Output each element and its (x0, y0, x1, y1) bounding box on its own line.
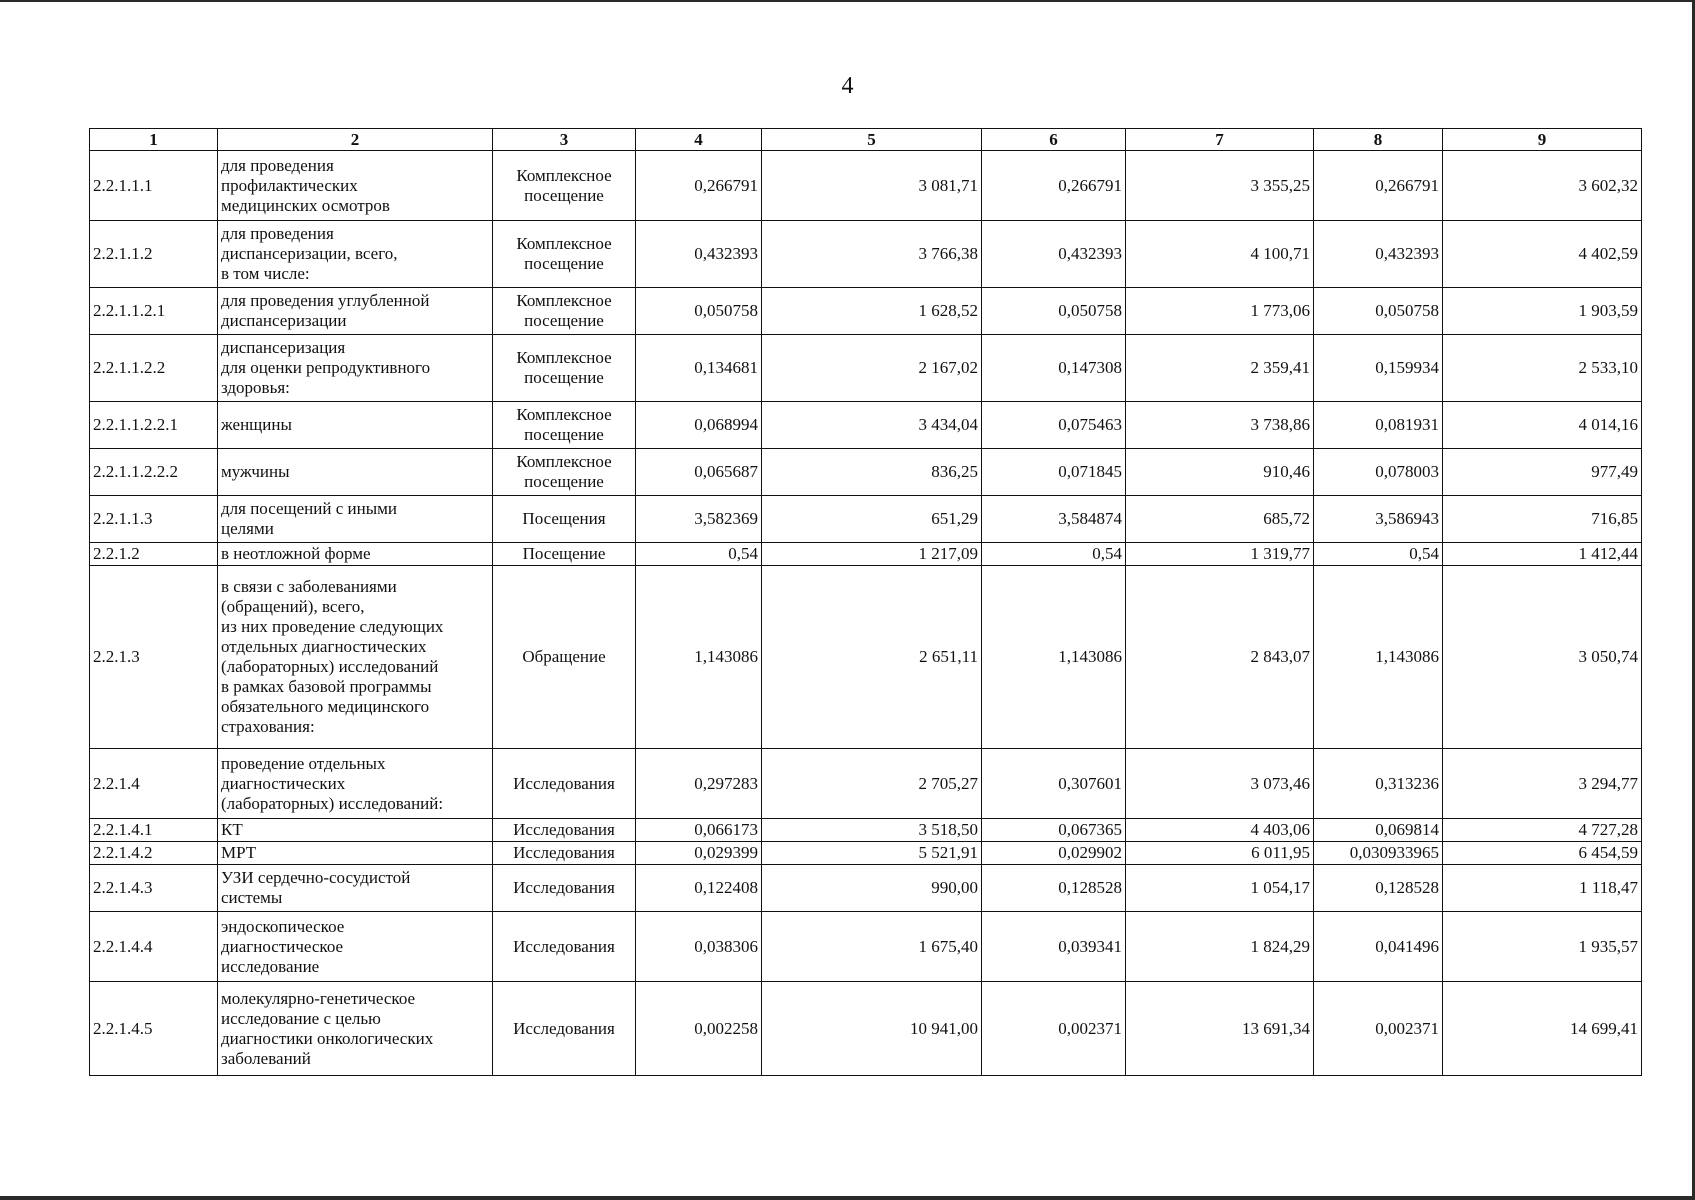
value-col6-cell: 0,432393 (982, 221, 1126, 288)
value-col7-cell: 3 738,86 (1126, 402, 1314, 449)
unit-cell: Исследования (493, 865, 636, 912)
value-col5-cell: 2 167,02 (762, 335, 982, 402)
value-col9-cell: 6 454,59 (1443, 842, 1642, 865)
value-col6-cell: 0,54 (982, 543, 1126, 566)
header-cell: 1 (90, 129, 218, 151)
value-col9-cell: 1 412,44 (1443, 543, 1642, 566)
value-col6-cell: 0,147308 (982, 335, 1126, 402)
header-cell: 2 (218, 129, 493, 151)
value-col9-cell: 3 294,77 (1443, 749, 1642, 819)
value-col4-cell: 0,54 (636, 543, 762, 566)
value-col6-cell: 0,266791 (982, 151, 1126, 221)
code-cell: 2.2.1.2 (90, 543, 218, 566)
header-row (90, 129, 1642, 151)
value-col8-cell: 0,54 (1314, 543, 1443, 566)
value-col6-cell: 0,002371 (982, 982, 1126, 1076)
value-col4-cell: 0,002258 (636, 982, 762, 1076)
scan-edge-top (0, 0, 1695, 2)
code-cell: 2.2.1.1.2.2.1 (90, 402, 218, 449)
value-col4-cell: 0,065687 (636, 449, 762, 496)
value-col5-cell: 3 434,04 (762, 402, 982, 449)
code-cell: 2.2.1.4 (90, 749, 218, 819)
code-cell: 2.2.1.1.2.1 (90, 288, 218, 335)
value-col5-cell: 1 675,40 (762, 912, 982, 982)
table-row (90, 543, 1642, 566)
value-col9-cell: 4 402,59 (1443, 221, 1642, 288)
unit-cell: Исследования (493, 819, 636, 842)
value-col9-cell: 716,85 (1443, 496, 1642, 543)
value-col9-cell: 3 050,74 (1443, 566, 1642, 749)
header-cell: 6 (982, 129, 1126, 151)
value-col6-cell: 0,071845 (982, 449, 1126, 496)
value-col5-cell: 2 705,27 (762, 749, 982, 819)
value-col7-cell: 910,46 (1126, 449, 1314, 496)
value-col4-cell: 0,066173 (636, 819, 762, 842)
name-cell: для проведения диспансеризации, всего, в том числе: (218, 221, 493, 288)
value-col6-cell: 0,050758 (982, 288, 1126, 335)
value-col5-cell: 3 518,50 (762, 819, 982, 842)
value-col9-cell: 1 903,59 (1443, 288, 1642, 335)
scan-edge-bottom (0, 1196, 1695, 1200)
name-cell: в связи с заболеваниями (обращений), всего, из них проведение следующих отдельных диагностических (лабораторных) исследований в рамках базовой программы обязательного медицинского страхования: (218, 566, 493, 749)
table-row (90, 221, 1642, 288)
header-cell: 7 (1126, 129, 1314, 151)
table-row (90, 749, 1642, 819)
value-col5-cell: 836,25 (762, 449, 982, 496)
table-row (90, 865, 1642, 912)
value-col8-cell: 0,069814 (1314, 819, 1443, 842)
value-col8-cell: 0,313236 (1314, 749, 1443, 819)
value-col8-cell: 0,128528 (1314, 865, 1443, 912)
value-col5-cell: 1 217,09 (762, 543, 982, 566)
value-col7-cell: 685,72 (1126, 496, 1314, 543)
value-col5-cell: 5 521,91 (762, 842, 982, 865)
table-body (90, 151, 1642, 1076)
header-cell: 3 (493, 129, 636, 151)
value-col7-cell: 2 359,41 (1126, 335, 1314, 402)
table-row (90, 912, 1642, 982)
value-col9-cell: 14 699,41 (1443, 982, 1642, 1076)
value-col5-cell: 3 766,38 (762, 221, 982, 288)
code-cell: 2.2.1.3 (90, 566, 218, 749)
value-col4-cell: 0,068994 (636, 402, 762, 449)
value-col5-cell: 651,29 (762, 496, 982, 543)
unit-cell: Исследования (493, 749, 636, 819)
unit-cell: Комплексное посещение (493, 221, 636, 288)
table-row (90, 496, 1642, 543)
table-row (90, 335, 1642, 402)
value-col9-cell: 1 935,57 (1443, 912, 1642, 982)
code-cell: 2.2.1.4.4 (90, 912, 218, 982)
value-col7-cell: 3 355,25 (1126, 151, 1314, 221)
value-col5-cell: 990,00 (762, 865, 982, 912)
name-cell: эндоскопическое диагностическое исследование (218, 912, 493, 982)
value-col5-cell: 10 941,00 (762, 982, 982, 1076)
value-col5-cell: 2 651,11 (762, 566, 982, 749)
unit-cell: Исследования (493, 842, 636, 865)
value-col7-cell: 1 773,06 (1126, 288, 1314, 335)
table-row (90, 819, 1642, 842)
table-row (90, 151, 1642, 221)
value-col6-cell: 0,075463 (982, 402, 1126, 449)
code-cell: 2.2.1.1.3 (90, 496, 218, 543)
unit-cell: Комплексное посещение (493, 288, 636, 335)
value-col8-cell: 0,050758 (1314, 288, 1443, 335)
value-col8-cell: 0,081931 (1314, 402, 1443, 449)
value-col4-cell: 1,143086 (636, 566, 762, 749)
code-cell: 2.2.1.4.5 (90, 982, 218, 1076)
value-col8-cell: 0,159934 (1314, 335, 1443, 402)
value-col6-cell: 0,067365 (982, 819, 1126, 842)
value-col6-cell: 0,029902 (982, 842, 1126, 865)
value-col9-cell: 4 014,16 (1443, 402, 1642, 449)
unit-cell: Комплексное посещение (493, 449, 636, 496)
unit-cell: Исследования (493, 982, 636, 1076)
value-col4-cell: 0,038306 (636, 912, 762, 982)
header-cell: 4 (636, 129, 762, 151)
unit-cell: Комплексное посещение (493, 335, 636, 402)
unit-cell: Комплексное посещение (493, 151, 636, 221)
value-col4-cell: 3,582369 (636, 496, 762, 543)
value-col6-cell: 1,143086 (982, 566, 1126, 749)
value-col8-cell: 0,432393 (1314, 221, 1443, 288)
table-row (90, 566, 1642, 749)
value-col4-cell: 0,297283 (636, 749, 762, 819)
code-cell: 2.2.1.1.2 (90, 221, 218, 288)
value-col5-cell: 3 081,71 (762, 151, 982, 221)
value-col8-cell: 3,586943 (1314, 496, 1443, 543)
table-row (90, 842, 1642, 865)
code-cell: 2.2.1.1.2.2 (90, 335, 218, 402)
header-cell: 9 (1443, 129, 1642, 151)
name-cell: проведение отдельных диагностических (лабораторных) исследований: (218, 749, 493, 819)
value-col4-cell: 0,050758 (636, 288, 762, 335)
code-cell: 2.2.1.4.2 (90, 842, 218, 865)
code-cell: 2.2.1.4.1 (90, 819, 218, 842)
value-col9-cell: 3 602,32 (1443, 151, 1642, 221)
value-col7-cell: 4 100,71 (1126, 221, 1314, 288)
value-col7-cell: 1 319,77 (1126, 543, 1314, 566)
value-col7-cell: 3 073,46 (1126, 749, 1314, 819)
code-cell: 2.2.1.1.1 (90, 151, 218, 221)
value-col9-cell: 977,49 (1443, 449, 1642, 496)
value-col8-cell: 0,266791 (1314, 151, 1443, 221)
value-col6-cell: 0,128528 (982, 865, 1126, 912)
value-col7-cell: 4 403,06 (1126, 819, 1314, 842)
unit-cell: Комплексное посещение (493, 402, 636, 449)
value-col8-cell: 0,041496 (1314, 912, 1443, 982)
name-cell: УЗИ сердечно-сосудистой системы (218, 865, 493, 912)
value-col7-cell: 6 011,95 (1126, 842, 1314, 865)
name-cell: в неотложной форме (218, 543, 493, 566)
value-col6-cell: 0,039341 (982, 912, 1126, 982)
unit-cell: Обращение (493, 566, 636, 749)
table-row (90, 402, 1642, 449)
name-cell: для посещений с иными целями (218, 496, 493, 543)
unit-cell: Посещение (493, 543, 636, 566)
table-row (90, 288, 1642, 335)
value-col8-cell: 0,030933965 (1314, 842, 1443, 865)
name-cell: женщины (218, 402, 493, 449)
code-cell: 2.2.1.4.3 (90, 865, 218, 912)
value-col8-cell: 0,078003 (1314, 449, 1443, 496)
value-col8-cell: 0,002371 (1314, 982, 1443, 1076)
value-col6-cell: 3,584874 (982, 496, 1126, 543)
header-cell: 8 (1314, 129, 1443, 151)
name-cell: для проведения профилактических медицинских осмотров (218, 151, 493, 221)
value-col4-cell: 0,266791 (636, 151, 762, 221)
value-col6-cell: 0,307601 (982, 749, 1126, 819)
value-col7-cell: 1 054,17 (1126, 865, 1314, 912)
name-cell: КТ (218, 819, 493, 842)
name-cell: МРТ (218, 842, 493, 865)
code-cell: 2.2.1.1.2.2.2 (90, 449, 218, 496)
name-cell: мужчины (218, 449, 493, 496)
value-col4-cell: 0,432393 (636, 221, 762, 288)
value-col4-cell: 0,122408 (636, 865, 762, 912)
name-cell: молекулярно-генетическое исследование с целью диагностики онкологических заболеваний (218, 982, 493, 1076)
value-col9-cell: 2 533,10 (1443, 335, 1642, 402)
value-col8-cell: 1,143086 (1314, 566, 1443, 749)
header-cell: 5 (762, 129, 982, 151)
table-row (90, 982, 1642, 1076)
page-number: 4 (841, 73, 854, 99)
value-col4-cell: 0,029399 (636, 842, 762, 865)
table-row (90, 449, 1642, 496)
value-col7-cell: 1 824,29 (1126, 912, 1314, 982)
value-col9-cell: 4 727,28 (1443, 819, 1642, 842)
unit-cell: Исследования (493, 912, 636, 982)
name-cell: для проведения углубленной диспансеризации (218, 288, 493, 335)
value-col7-cell: 2 843,07 (1126, 566, 1314, 749)
value-col5-cell: 1 628,52 (762, 288, 982, 335)
tariff-table (89, 128, 1642, 1076)
name-cell: диспансеризация для оценки репродуктивного здоровья: (218, 335, 493, 402)
value-col4-cell: 0,134681 (636, 335, 762, 402)
value-col9-cell: 1 118,47 (1443, 865, 1642, 912)
value-col7-cell: 13 691,34 (1126, 982, 1314, 1076)
unit-cell: Посещения (493, 496, 636, 543)
